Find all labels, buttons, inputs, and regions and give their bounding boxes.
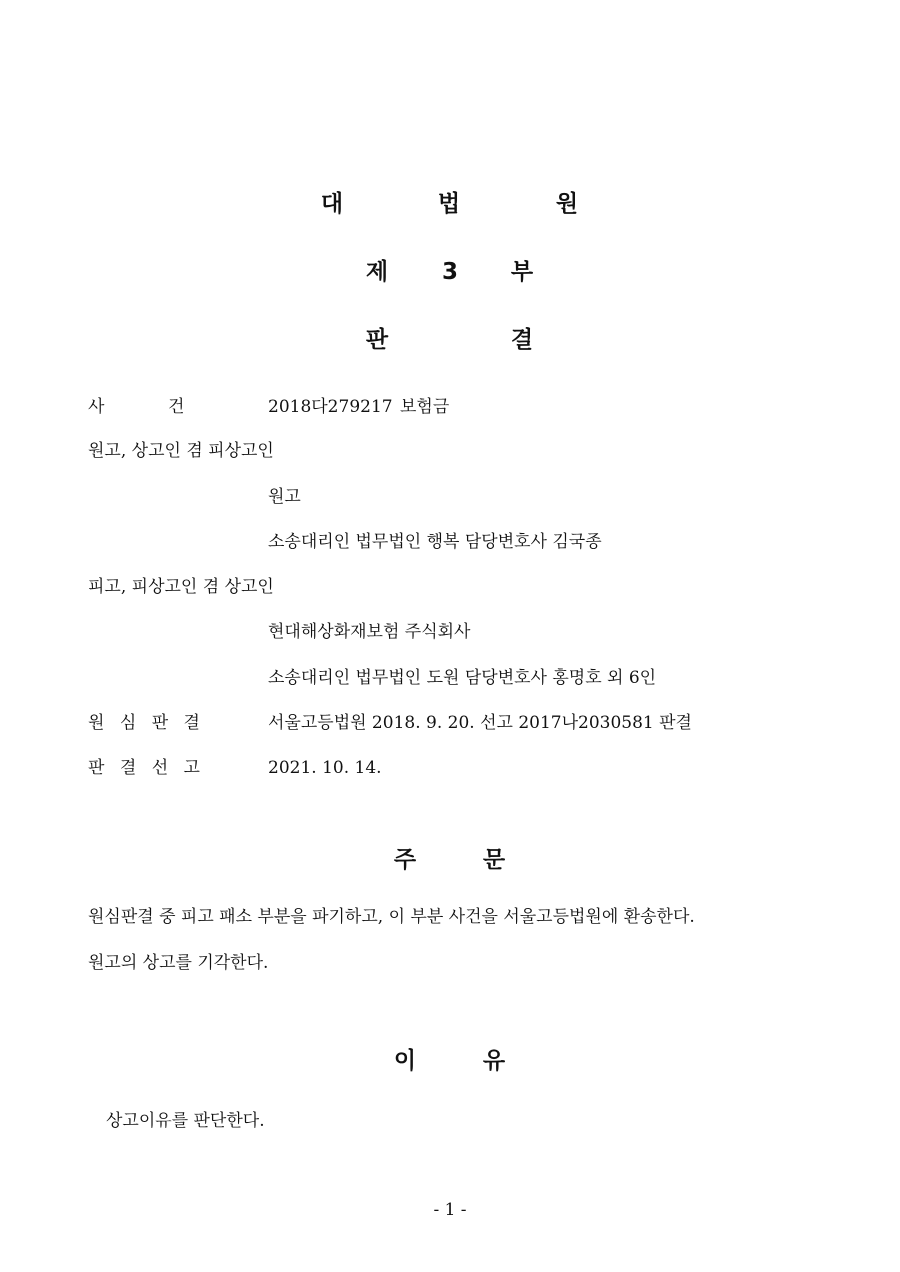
disposition-line-2: 원고의 상고를 기각한다. [88, 953, 269, 973]
page-number: - 1 - [433, 1200, 467, 1220]
reasons-heading-char: 이 [393, 1048, 417, 1074]
disposition-heading-char: 문 [482, 847, 506, 873]
case-label-2: 건 [168, 397, 185, 417]
court-name-char: 대 [320, 191, 344, 217]
plaintiff-label: 원고, 상고인 겸 피상고인 [88, 441, 274, 461]
decision-date-value: 2021. 10. 14. [268, 758, 382, 778]
court-name-char: 원 [555, 191, 579, 217]
reasons-heading-char: 유 [482, 1048, 506, 1074]
document-type-char: 판 [365, 327, 389, 353]
division-name-char: 3 [441, 259, 459, 285]
lower-judgment-label: 원 심 판 결 [88, 713, 200, 733]
plaintiff-name: 원고 [268, 487, 301, 507]
case-label: 사 [88, 397, 105, 417]
document-type-char: 결 [510, 327, 534, 353]
plaintiff-counsel: 소송대리인 법무법인 행복 담당변호사 김국종 [268, 532, 602, 552]
lower-judgment-value: 서울고등법원 2018. 9. 20. 선고 2017나2030581 판결 [268, 713, 692, 733]
defendant-counsel: 소송대리인 법무법인 도원 담당변호사 홍명호 외 6인 [268, 668, 657, 688]
defendant-label: 피고, 피상고인 겸 상고인 [88, 577, 274, 597]
decision-date-label: 판 결 선 고 [88, 758, 200, 778]
court-name-char: 법 [437, 191, 461, 217]
division-name-char: 부 [510, 259, 534, 285]
division-name-char: 제 [365, 259, 389, 285]
disposition-line-1: 원심판결 중 피고 패소 부분을 파기하고, 이 부분 사건을 서울고등법원에 환송한다. [88, 907, 695, 927]
disposition-heading-char: 주 [393, 847, 417, 873]
defendant-name: 현대해상화재보험 주식회사 [268, 622, 471, 642]
case-number: 2018다279217 보험금 [268, 397, 450, 417]
reasons-line-1: 상고이유를 판단한다. [106, 1111, 265, 1131]
